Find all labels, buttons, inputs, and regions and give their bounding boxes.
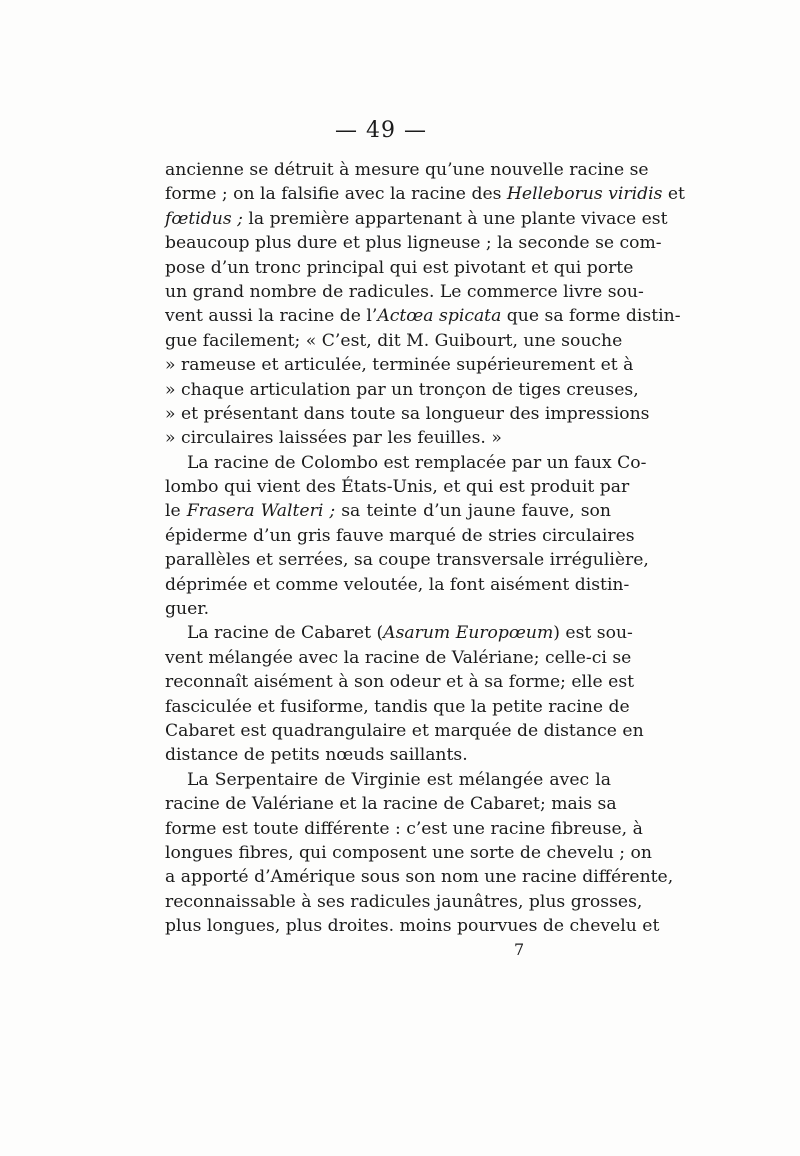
text-line: [165, 597, 611, 621]
text-segment: reconnaît aisément à son odeur et à sa forme; elle est: [165, 672, 635, 693]
text-segment: fasciculée et fusiforme, tandis que la petite racine de: [165, 696, 630, 717]
text-line: [165, 914, 660, 938]
text-line: [165, 792, 617, 816]
text-segment: vent mélangée avec la racine de Valériane; celle-ci se: [165, 647, 632, 668]
text-segment: » et présentant dans toute sa longueur des impressions: [165, 403, 650, 424]
text-segment: a apporté d’Amérique sous son nom une racine différente,: [165, 867, 674, 888]
text-segment: beaucoup plus dure et plus ligneuse ; la seconde se com-: [165, 233, 662, 254]
text-segment: sa teinte d’un jaune fauve, son: [335, 501, 611, 522]
page-number: — 49 —: [335, 118, 427, 143]
text-line: [165, 158, 649, 182]
text-line: [165, 378, 639, 402]
text-line: [165, 499, 611, 523]
text-line: [165, 841, 652, 865]
text-segment: que sa forme distin-: [501, 306, 681, 327]
text-segment: plus longues, plus droites. moins pourvues de chevelu et: [165, 916, 660, 937]
text-line: [165, 426, 611, 450]
text-segment: Cabaret est quadrangulaire et marquée de distance en: [165, 720, 644, 741]
text-line: [165, 353, 634, 377]
text-segment: La racine de Colombo est remplacée par un faux Co-: [187, 452, 647, 473]
text-segment: forme est toute différente : c’est une racine fibreuse, à: [165, 818, 643, 839]
text-line: [165, 865, 674, 889]
text-line: [165, 695, 630, 719]
text-line: [165, 817, 643, 841]
text-segment: longues fibres, qui composent une sorte de chevelu ; on: [165, 842, 652, 863]
text-segment: le: [165, 501, 187, 522]
text-line: [165, 231, 662, 255]
text-segment: racine de Valériane et la racine de Cabaret; mais sa: [165, 794, 617, 815]
text-line: [165, 719, 644, 743]
text-line: [165, 256, 634, 280]
text-line: [165, 182, 685, 206]
text-segment: épiderme d’un gris fauve marqué de stries circulaires: [165, 525, 635, 546]
text-segment: reconnaissable à ses radicules jaunâtres, plus grosses,: [165, 891, 643, 912]
text-segment: distance de petits nœuds saillants.: [165, 745, 468, 766]
text-line: [165, 329, 623, 353]
text-line: [165, 475, 630, 499]
text-segment: et: [662, 184, 685, 205]
text-segment: ) est sou-: [553, 623, 633, 644]
text-line: [165, 670, 635, 694]
body-text: [165, 158, 685, 939]
text-segment: » rameuse et articulée, terminée supérieurement et à: [165, 355, 634, 376]
italic-term: fœtidus ;: [165, 208, 243, 229]
text-segment: » circulaires laissées par les feuilles. »: [165, 428, 502, 449]
text-segment: gue facilement; « C’est, dit M. Guibourt, une souche: [165, 330, 623, 351]
text-line: [165, 524, 635, 548]
text-line: [165, 743, 611, 767]
text-segment: La Serpentaire de Virginie est mélangée avec la: [187, 769, 611, 790]
italic-term: Actœa spicata: [377, 306, 502, 327]
text-line: [165, 304, 681, 328]
text-line: [165, 280, 644, 304]
text-segment: ancienne se détruit à mesure qu’une nouvelle racine se: [165, 160, 649, 180]
text-segment: parallèles et serrées, sa coupe transversale irrégulière,: [165, 550, 649, 571]
italic-term: Frasera Walteri ;: [186, 501, 336, 522]
text-segment: la première appartenant à une plante vivace est: [242, 208, 668, 229]
text-line: [165, 621, 633, 645]
italic-term: Helleborus viridis: [506, 184, 663, 205]
text-line: [165, 451, 647, 475]
text-segment: pose d’un tronc principal qui est pivotant et qui porte: [165, 257, 634, 278]
text-segment: un grand nombre de radicules. Le commerce livre sou-: [165, 281, 644, 302]
text-line: [165, 207, 668, 231]
text-line: [165, 768, 611, 792]
italic-term: Asarum Europœum: [383, 623, 554, 644]
signature-mark: 7: [514, 940, 525, 959]
text-line: [165, 548, 649, 572]
text-line: [165, 573, 630, 597]
text-segment: déprimée et comme veloutée, la font aisément distin-: [165, 574, 630, 595]
text-segment: La racine de Cabaret (: [187, 623, 384, 644]
text-line: [165, 646, 632, 670]
text-line: [165, 890, 643, 914]
text-segment: lombo qui vient des États-Unis, et qui est produit par: [165, 477, 630, 498]
text-line: [165, 402, 650, 426]
text-segment: » chaque articulation par un tronçon de tiges creuses,: [165, 379, 639, 400]
text-segment: vent aussi la racine de l’: [165, 306, 378, 327]
text-segment: forme ; on la falsifie avec la racine des: [165, 184, 507, 205]
text-segment: guer.: [165, 599, 210, 620]
